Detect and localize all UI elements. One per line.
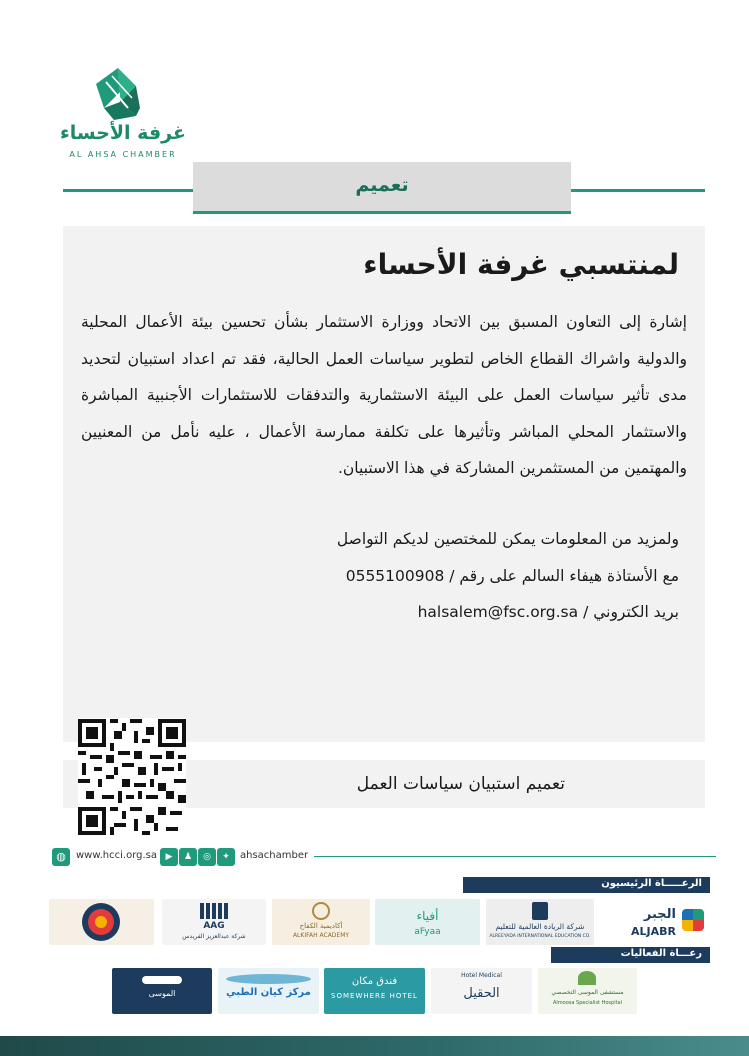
sponsor-name: شركة الريادة العالمية للتعليم (495, 922, 585, 931)
document-title: تعميم (193, 162, 571, 214)
aag-building-icon (200, 903, 228, 919)
event-sub: Almoosa Specialist Hospital (552, 1000, 623, 1006)
alreeyada-shield-icon (532, 902, 548, 920)
event-logo-somewhere-hotel (324, 968, 425, 1014)
event-name: مستشفى الموسى التخصصي (551, 989, 624, 996)
alkifah-emblem-icon (312, 902, 330, 920)
logo-english-text: AL AHSA CHAMBER (69, 150, 177, 159)
sponsor-sub: شركة عبدالعزيز الفريدس (182, 933, 246, 940)
sponsor-name: AAG (203, 921, 225, 931)
instagram-icon[interactable]: ◎ (198, 848, 216, 866)
sponsor-sub: ALREEYADA INTERNATIONAL EDUCATION CO. (489, 934, 591, 939)
website-link[interactable]: www.hcci.org.sa (76, 850, 158, 861)
title-rule-right (571, 189, 705, 192)
sponsor-logo-afyaa (375, 899, 480, 945)
aljabr-mark-icon (682, 909, 704, 931)
sponsor-logo-aag (162, 899, 266, 945)
almoosa-tree-icon (578, 971, 596, 985)
social-bar (52, 848, 722, 866)
event-sponsors-label: رعـــاة الفعاليات (620, 948, 702, 959)
globe-icon: ◍ (52, 848, 70, 866)
social-handle[interactable]: ahsachamber (240, 850, 309, 861)
chamber-logo (58, 62, 188, 162)
contact-line-1: ولمزيد من المعلومات يمكن للمختصين لديكم التواصل (336, 530, 679, 548)
main-sponsors-bar (463, 877, 710, 893)
sponsor-sub: ALJABR (631, 925, 676, 938)
event-name: مركز كيان الطبي (226, 987, 311, 998)
almoosa-group-mark-icon (142, 976, 182, 984)
sponsor-sub: ALKIFAH ACADEMY (292, 932, 350, 939)
sponsor-sub: aFyaa (414, 927, 441, 937)
title-rule-left (63, 189, 193, 192)
twitter-icon[interactable]: ✦ (217, 848, 235, 866)
sponsor-name: الجبر (643, 907, 676, 922)
letter-body (63, 226, 705, 742)
social-rule (314, 856, 716, 857)
event-logo-kayan-medical (218, 968, 319, 1014)
event-logo-almoosa-group (112, 968, 212, 1014)
event-name: الموسى (148, 989, 176, 998)
event-sponsors-bar (551, 947, 710, 963)
youtube-icon[interactable]: ▶ (160, 848, 178, 866)
event-name: فندق مكان (351, 976, 398, 987)
contact-line-3: بريد الكتروني / halsalem@fsc.org.sa (417, 603, 679, 621)
event-sub: SOMEWHERE HOTEL (331, 992, 418, 1000)
event-sub: Hotel Medical (461, 972, 502, 979)
sponsor-logo-alkifah (272, 899, 370, 945)
event-name: الحقيل (463, 986, 500, 1001)
snapchat-icon[interactable]: ♟ (179, 848, 197, 866)
contact-info (337, 521, 679, 631)
logo-arabic-text: غرفة الأحساء (60, 122, 186, 144)
kayan-wave-icon (226, 974, 311, 984)
main-sponsors-label: الرعـــــاة الرئيسيون (601, 878, 702, 889)
footer-band (0, 1036, 749, 1056)
event-logo-alhuqail (431, 968, 532, 1014)
sponsor-logo-aljabr (600, 899, 710, 945)
sponsor-name: أفياء (416, 909, 439, 923)
round-seal-icon (49, 899, 154, 945)
qr-code[interactable] (78, 718, 186, 836)
sponsor-name: أكاديمية الكفاح (299, 922, 343, 930)
letter-heading: لمنتسبي غرفة الأحساء (363, 248, 679, 281)
contact-line-2: مع الأستاذة هيفاء السالم على رقم / 0555100908 (345, 566, 679, 585)
event-logo-almoosa (538, 968, 637, 1014)
sponsor-logo-round-seal (49, 899, 154, 945)
survey-caption: تعميم استبيان سياسات العمل (356, 774, 565, 794)
sponsor-logo-alreeyada (486, 899, 594, 945)
qr-code-icon (78, 718, 186, 836)
letter-paragraph: إشارة إلى التعاون المسبق بين الاتحاد ووزارة الاستثمار بشأن تحسين بيئة الأعمال المحلية والدولية واشراك القطاع الخاص لتطوير سياسات العمل الحالية، فقد تم اعداد استبيان لتحديد مدى تأثير سياسات العمل على البيئة الاستثمارية والتدفقات للاستثمارات الأجنبية المباشرة والاستثمار المحلي المباشر وتأثيرها على تكلفة ممارسة الأعمال ، عليه نأمل من المعنيين والمهتمين من المستثمرين المشاركة في هذا الاستبيان. (81, 313, 687, 477)
chamber-emblem-icon (58, 62, 188, 122)
